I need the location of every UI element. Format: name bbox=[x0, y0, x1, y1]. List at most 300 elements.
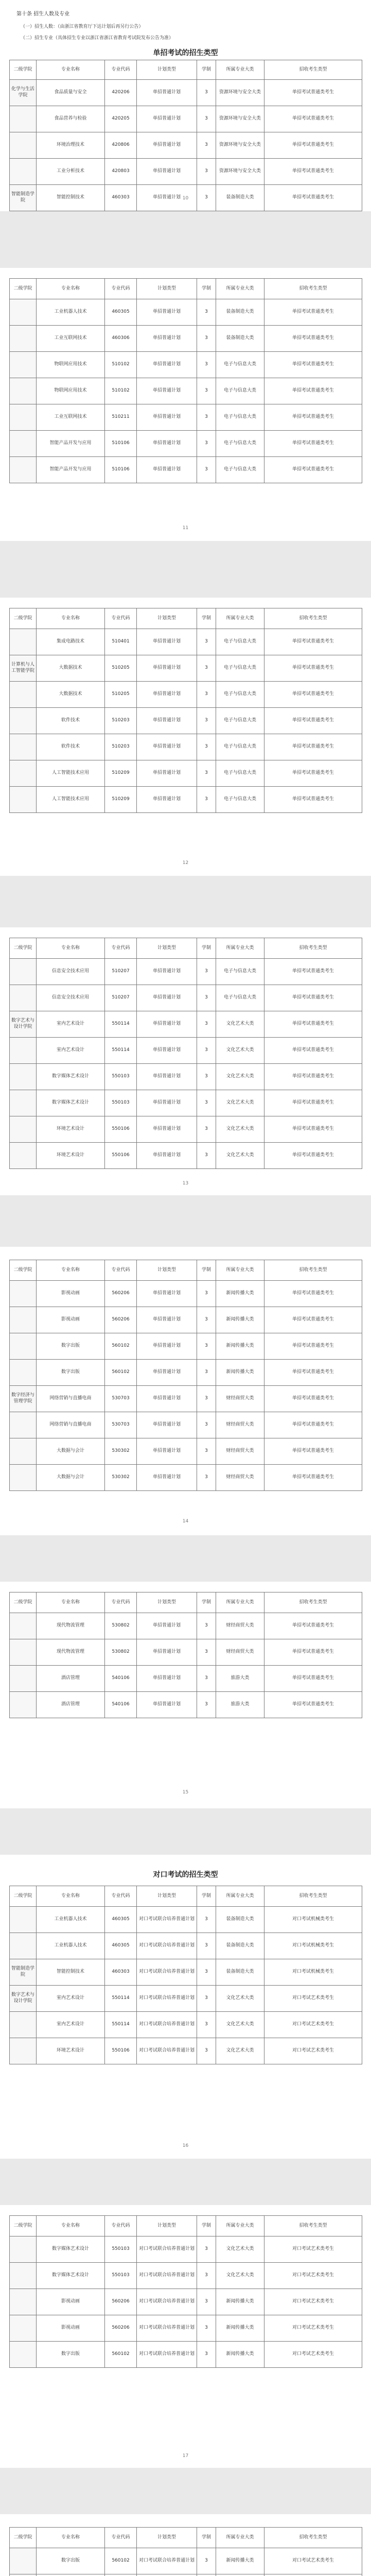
cell-college bbox=[10, 1412, 37, 1438]
cell-category: 装备制造大类 bbox=[216, 185, 264, 211]
header-years: 学制 bbox=[197, 279, 216, 299]
cell-plan: 单招普通计划 bbox=[137, 1438, 197, 1465]
table-row bbox=[10, 80, 362, 106]
cell-category: 旅游大类 bbox=[216, 1666, 264, 1692]
cell-code: 510401 bbox=[105, 629, 137, 655]
cell-college: 计算机与人工智能学院 bbox=[10, 655, 37, 682]
header-category: 所属专业大类 bbox=[216, 608, 264, 629]
cell-college bbox=[10, 2236, 37, 2263]
header-category: 所属专业大类 bbox=[216, 1260, 264, 1281]
cell-category: 电子与信息大类 bbox=[216, 629, 264, 655]
cell-years: 3 bbox=[197, 2289, 216, 2315]
cell-major: 室内艺术设计 bbox=[37, 1986, 105, 2012]
cell-major: 信息安全技术应用 bbox=[37, 959, 105, 985]
cell-code: 510106 bbox=[105, 457, 137, 483]
cell-exam: 单招考试普通类考生 bbox=[264, 1116, 362, 1143]
table-header-row bbox=[10, 2216, 362, 2236]
cell-major: 酒店管理 bbox=[37, 1666, 105, 1692]
cell-category: 文化艺术大类 bbox=[216, 1038, 264, 1064]
cell-college bbox=[10, 352, 37, 378]
table-row bbox=[10, 352, 362, 378]
header-exam: 招收考生类型 bbox=[264, 1886, 362, 1907]
header-college: 二级学院 bbox=[10, 279, 37, 299]
cell-code: 560206 bbox=[105, 1307, 137, 1333]
header-code: 专业代码 bbox=[105, 1260, 137, 1281]
header-years: 学制 bbox=[197, 2216, 216, 2236]
header-code: 专业代码 bbox=[105, 608, 137, 629]
cell-exam: 对口考试艺术类考生 bbox=[264, 2012, 362, 2038]
cell-college bbox=[10, 2289, 37, 2315]
table-row bbox=[10, 2263, 362, 2289]
cell-college bbox=[10, 1143, 37, 1169]
table-row bbox=[10, 1064, 362, 1090]
cell-major: 工业分析技术 bbox=[37, 159, 105, 185]
cell-exam: 单招考试普通类考生 bbox=[264, 760, 362, 787]
table-row bbox=[10, 708, 362, 734]
cell-code: 560102 bbox=[105, 2342, 137, 2368]
cell-category: 装备制造大类 bbox=[216, 1959, 264, 1986]
cell-college bbox=[10, 1360, 37, 1386]
enrollment-table-9 bbox=[9, 2527, 362, 2576]
header-plan: 计划类型 bbox=[137, 1592, 197, 1613]
cell-major: 现代物流管理 bbox=[37, 1613, 105, 1639]
cell-college bbox=[10, 1692, 37, 1718]
cell-category: 财经商贸大类 bbox=[216, 1412, 264, 1438]
cell-years: 3 bbox=[197, 2548, 216, 2574]
cell-category: 电子与信息大类 bbox=[216, 404, 264, 431]
cell-exam: 单招考试普通类考生 bbox=[264, 1011, 362, 1038]
cell-category: 电子与信息大类 bbox=[216, 457, 264, 483]
table-row bbox=[10, 2315, 362, 2342]
cell-major: 室内艺术设计 bbox=[37, 1038, 105, 1064]
table-row bbox=[10, 1986, 362, 2012]
cell-major: 智能产品开发与应用 bbox=[37, 457, 105, 483]
header-category: 所属专业大类 bbox=[216, 938, 264, 959]
cell-plan bbox=[137, 2574, 197, 2576]
cell-plan: 对口考试联合培养普通计划 bbox=[137, 2038, 197, 2064]
table-row bbox=[10, 2548, 362, 2574]
table-row bbox=[10, 2574, 362, 2576]
cell-category: 文化艺术大类 bbox=[216, 1064, 264, 1090]
cell-plan: 对口考试联合培养普通计划 bbox=[137, 1986, 197, 2012]
cell-category: 电子与信息大类 bbox=[216, 682, 264, 708]
cell-category: 电子与信息大类 bbox=[216, 787, 264, 813]
cell-years: 3 bbox=[197, 1933, 216, 1959]
header-code: 专业代码 bbox=[105, 2216, 137, 2236]
cell-exam: 单招考试普通类考生 bbox=[264, 431, 362, 457]
cell-exam: 单招考试普通类考生 bbox=[264, 1143, 362, 1169]
cell-plan: 单招普通计划 bbox=[137, 404, 197, 431]
cell-exam: 单招考试普通类考生 bbox=[264, 352, 362, 378]
cell-years: 3 bbox=[197, 1064, 216, 1090]
cell-college bbox=[10, 1064, 37, 1090]
cell-college bbox=[10, 326, 37, 352]
cell-years: 3 bbox=[197, 734, 216, 760]
cell-code: 510106 bbox=[105, 431, 137, 457]
cell-college bbox=[10, 787, 37, 813]
cell-major: 数字出版 bbox=[37, 1333, 105, 1360]
cell-college: 智能制造学院 bbox=[10, 1959, 37, 1986]
cell-exam: 单招考试普通类考生 bbox=[264, 734, 362, 760]
cell-code: 550106 bbox=[105, 1143, 137, 1169]
cell-code: 510203 bbox=[105, 708, 137, 734]
cell-major: 工业互联网技术 bbox=[37, 326, 105, 352]
table-row bbox=[10, 787, 362, 813]
enrollment-table-8 bbox=[9, 2215, 362, 2368]
cell-plan: 单招普通计划 bbox=[137, 1465, 197, 1491]
table-header-row bbox=[10, 1886, 362, 1907]
cell-years: 3 bbox=[197, 682, 216, 708]
cell-plan: 单招普通计划 bbox=[137, 734, 197, 760]
table-row bbox=[10, 185, 362, 211]
cell-plan: 单招普通计划 bbox=[137, 132, 197, 159]
cell-category: 新闻传播大类 bbox=[216, 2315, 264, 2342]
cell-category: 新闻传播大类 bbox=[216, 1307, 264, 1333]
cell-years: 3 bbox=[197, 1360, 216, 1386]
cell-code: 510205 bbox=[105, 655, 137, 682]
cell-major: 人工智能技术应用 bbox=[37, 760, 105, 787]
header-plan: 计划类型 bbox=[137, 1886, 197, 1907]
cell-college bbox=[10, 1116, 37, 1143]
cell-college bbox=[10, 2548, 37, 2574]
cell-code: 460305 bbox=[105, 1907, 137, 1933]
cell-code bbox=[105, 2574, 137, 2576]
header-exam: 招收考生类型 bbox=[264, 2528, 362, 2548]
table-row bbox=[10, 2038, 362, 2064]
header-major: 专业名称 bbox=[37, 1886, 105, 1907]
cell-major: 大数据与会计 bbox=[37, 1465, 105, 1491]
cell-code: 510209 bbox=[105, 787, 137, 813]
cell-major: 数字媒体艺术设计 bbox=[37, 1090, 105, 1116]
cell-major: 工业机器人技术 bbox=[37, 1907, 105, 1933]
cell-years: 3 bbox=[197, 404, 216, 431]
cell-plan: 单招普通计划 bbox=[137, 1692, 197, 1718]
cell-years: 3 bbox=[197, 2236, 216, 2263]
enrollment-table-2 bbox=[9, 278, 362, 483]
cell-college bbox=[10, 708, 37, 734]
cell-category: 财经商贸大类 bbox=[216, 1386, 264, 1412]
enrollment-table-4 bbox=[9, 938, 362, 1169]
cell-code: 420806 bbox=[105, 132, 137, 159]
cell-exam: 单招考试普通类考生 bbox=[264, 1038, 362, 1064]
header-plan: 计划类型 bbox=[137, 2216, 197, 2236]
cell-college bbox=[10, 760, 37, 787]
cell-years: 3 bbox=[197, 431, 216, 457]
cell-exam: 单招考试普通类考生 bbox=[264, 132, 362, 159]
cell-plan: 单招普通计划 bbox=[137, 1412, 197, 1438]
cell-years: 3 bbox=[197, 299, 216, 326]
cell-college bbox=[10, 2263, 37, 2289]
enrollment-table-1 bbox=[9, 60, 362, 211]
page-number: 11 bbox=[182, 526, 189, 531]
cell-code: 530802 bbox=[105, 1613, 137, 1639]
table-header-row bbox=[10, 60, 362, 80]
cell-major: 智能控制技术 bbox=[37, 185, 105, 211]
cell-category: 文化艺术大类 bbox=[216, 1090, 264, 1116]
page-number: 15 bbox=[182, 1790, 189, 1795]
cell-major: 影视动画 bbox=[37, 1307, 105, 1333]
header-major: 专业名称 bbox=[37, 60, 105, 80]
cell-years: 3 bbox=[197, 959, 216, 985]
table-row bbox=[10, 2012, 362, 2038]
cell-college bbox=[10, 1281, 37, 1307]
header-exam: 招收考生类型 bbox=[264, 60, 362, 80]
cell-exam: 单招考试普通类考生 bbox=[264, 106, 362, 132]
cell-plan: 对口考试联合培养普通计划 bbox=[137, 2236, 197, 2263]
header-code: 专业代码 bbox=[105, 1592, 137, 1613]
cell-code: 530302 bbox=[105, 1465, 137, 1491]
cell-exam bbox=[264, 2574, 362, 2576]
cell-category: 财经商贸大类 bbox=[216, 1438, 264, 1465]
cell-code: 420206 bbox=[105, 80, 137, 106]
cell-years: 3 bbox=[197, 2263, 216, 2289]
cell-category: 电子与信息大类 bbox=[216, 734, 264, 760]
cell-major: 集成电路技术 bbox=[37, 629, 105, 655]
cell-plan: 对口考试联合培养普通计划 bbox=[137, 2289, 197, 2315]
cell-plan: 对口考试联合培养普通计划 bbox=[137, 1907, 197, 1933]
cell-plan: 单招普通计划 bbox=[137, 1090, 197, 1116]
page-number: 12 bbox=[182, 860, 189, 866]
cell-code: 510207 bbox=[105, 959, 137, 985]
table-row bbox=[10, 132, 362, 159]
page-number: 14 bbox=[182, 1519, 189, 1524]
cell-code: 550106 bbox=[105, 1116, 137, 1143]
cell-exam: 单招考试普通类考生 bbox=[264, 185, 362, 211]
cell-plan: 单招普通计划 bbox=[137, 1143, 197, 1169]
cell-exam: 单招考试普通类考生 bbox=[264, 1666, 362, 1692]
cell-code: 550103 bbox=[105, 1064, 137, 1090]
enrollment-table-5 bbox=[9, 1260, 362, 1491]
cell-category: 文化艺术大类 bbox=[216, 1143, 264, 1169]
cell-exam: 对口考试艺术类考生 bbox=[264, 2289, 362, 2315]
header-plan: 计划类型 bbox=[137, 60, 197, 80]
table-row bbox=[10, 2342, 362, 2368]
cell-years: 3 bbox=[197, 80, 216, 106]
cell-code: 420803 bbox=[105, 159, 137, 185]
cell-major: 环境艺术设计 bbox=[37, 1143, 105, 1169]
cell-years: 3 bbox=[197, 1143, 216, 1169]
table-row bbox=[10, 959, 362, 985]
header-exam: 招收考生类型 bbox=[264, 938, 362, 959]
cell-college bbox=[10, 985, 37, 1011]
header-category: 所属专业大类 bbox=[216, 60, 264, 80]
header-college: 二级学院 bbox=[10, 938, 37, 959]
cell-major: 物联网应用技术 bbox=[37, 352, 105, 378]
table-row bbox=[10, 1959, 362, 1986]
cell-plan: 单招普通计划 bbox=[137, 1307, 197, 1333]
cell-major: 软件技术 bbox=[37, 734, 105, 760]
header-category: 所属专业大类 bbox=[216, 2528, 264, 2548]
header-college: 二级学院 bbox=[10, 2216, 37, 2236]
cell-major: 环境治理技术 bbox=[37, 132, 105, 159]
cell-plan: 单招普通计划 bbox=[137, 1666, 197, 1692]
cell-college bbox=[10, 1438, 37, 1465]
table-row bbox=[10, 378, 362, 404]
cell-code: 540106 bbox=[105, 1666, 137, 1692]
header-college: 二级学院 bbox=[10, 1592, 37, 1613]
cell-years: 3 bbox=[197, 378, 216, 404]
cell-years: 3 bbox=[197, 1986, 216, 2012]
header-years: 学制 bbox=[197, 938, 216, 959]
cell-college bbox=[10, 1038, 37, 1064]
page-number: 16 bbox=[182, 2143, 189, 2148]
cell-years: 3 bbox=[197, 655, 216, 682]
cell-exam: 对口考试艺术类考生 bbox=[264, 2236, 362, 2263]
table-row bbox=[10, 106, 362, 132]
header-college: 二级学院 bbox=[10, 60, 37, 80]
cell-exam: 单招考试普通类考生 bbox=[264, 682, 362, 708]
cell-code: 420205 bbox=[105, 106, 137, 132]
cell-plan: 单招普通计划 bbox=[137, 185, 197, 211]
cell-major: 食品营养与检验 bbox=[37, 106, 105, 132]
cell-category: 新闻传播大类 bbox=[216, 1360, 264, 1386]
table-row bbox=[10, 2236, 362, 2263]
table-row bbox=[10, 655, 362, 682]
cell-major: 工业互联网技术 bbox=[37, 404, 105, 431]
table-row bbox=[10, 1116, 362, 1143]
table-row bbox=[10, 1360, 362, 1386]
cell-years: 3 bbox=[197, 1959, 216, 1986]
header-major: 专业名称 bbox=[37, 608, 105, 629]
cell-code: 510102 bbox=[105, 352, 137, 378]
cell-exam: 对口考试艺术类考生 bbox=[264, 2315, 362, 2342]
cell-category: 资源环境与安全大类 bbox=[216, 80, 264, 106]
cell-code: 560206 bbox=[105, 2289, 137, 2315]
cell-college bbox=[10, 1613, 37, 1639]
table-row bbox=[10, 629, 362, 655]
cell-category: 文化艺术大类 bbox=[216, 2012, 264, 2038]
table-row bbox=[10, 1692, 362, 1718]
header-major: 专业名称 bbox=[37, 2528, 105, 2548]
cell-major: 酒店管理 bbox=[37, 1692, 105, 1718]
header-major: 专业名称 bbox=[37, 1260, 105, 1281]
header-code: 专业代码 bbox=[105, 279, 137, 299]
cell-college: 智能制造学院 bbox=[10, 185, 37, 211]
table-row bbox=[10, 1465, 362, 1491]
cell-exam: 单招考试普通类考生 bbox=[264, 1692, 362, 1718]
cell-years: 3 bbox=[197, 2012, 216, 2038]
cell-college bbox=[10, 1933, 37, 1959]
cell-plan: 单招普通计划 bbox=[137, 1064, 197, 1090]
cell-code: 560206 bbox=[105, 2315, 137, 2342]
cell-major: 影视动画 bbox=[37, 2289, 105, 2315]
table-row bbox=[10, 299, 362, 326]
cell-category: 财经商贸大类 bbox=[216, 1613, 264, 1639]
cell-years: 3 bbox=[197, 1281, 216, 1307]
cell-plan: 单招普通计划 bbox=[137, 106, 197, 132]
cell-years: 3 bbox=[197, 352, 216, 378]
cell-major: 信息安全技术应用 bbox=[37, 985, 105, 1011]
table-row bbox=[10, 1639, 362, 1666]
cell-years: 3 bbox=[197, 1438, 216, 1465]
cell-category: 电子与信息大类 bbox=[216, 708, 264, 734]
header-category: 所属专业大类 bbox=[216, 1592, 264, 1613]
header-plan: 计划类型 bbox=[137, 2528, 197, 2548]
table-row bbox=[10, 431, 362, 457]
header-college: 二级学院 bbox=[10, 2528, 37, 2548]
cell-code: 530703 bbox=[105, 1412, 137, 1438]
cell-major: 大数据技术 bbox=[37, 682, 105, 708]
cell-years: 3 bbox=[197, 1116, 216, 1143]
cell-college bbox=[10, 1090, 37, 1116]
cell-years: 3 bbox=[197, 1090, 216, 1116]
cell-years: 3 bbox=[197, 1038, 216, 1064]
cell-exam: 单招考试普通类考生 bbox=[264, 655, 362, 682]
header-major: 专业名称 bbox=[37, 279, 105, 299]
table-row bbox=[10, 1038, 362, 1064]
cell-category: 装备制造大类 bbox=[216, 326, 264, 352]
cell-college bbox=[10, 378, 37, 404]
cell-category: 文化艺术大类 bbox=[216, 2038, 264, 2064]
cell-plan: 单招普通计划 bbox=[137, 1281, 197, 1307]
cell-college bbox=[10, 299, 37, 326]
cell-plan: 对口考试联合培养普通计划 bbox=[137, 2012, 197, 2038]
cell-college: 数字艺术与设计学院 bbox=[10, 1011, 37, 1038]
cell-code: 510209 bbox=[105, 760, 137, 787]
cell-major: 数字出版 bbox=[37, 1360, 105, 1386]
cell-plan: 对口考试联合培养普通计划 bbox=[137, 2342, 197, 2368]
cell-plan: 单招普通计划 bbox=[137, 655, 197, 682]
cell-plan: 单招普通计划 bbox=[137, 1038, 197, 1064]
cell-code: 560102 bbox=[105, 2548, 137, 2574]
cell-code: 460303 bbox=[105, 1959, 137, 1986]
cell-plan: 单招普通计划 bbox=[137, 682, 197, 708]
cell-category: 新闻传播大类 bbox=[216, 1333, 264, 1360]
cell-college bbox=[10, 2012, 37, 2038]
cell-years: 3 bbox=[197, 1011, 216, 1038]
cell-plan: 单招普通计划 bbox=[137, 1116, 197, 1143]
cell-exam: 单招考试普通类考生 bbox=[264, 708, 362, 734]
cell-years: 3 bbox=[197, 457, 216, 483]
cell-exam: 对口考试艺术类考生 bbox=[264, 2038, 362, 2064]
cell-major: 大数据与会计 bbox=[37, 1438, 105, 1465]
cell-plan: 单招普通计划 bbox=[137, 159, 197, 185]
cell-exam: 单招考试普通类考生 bbox=[264, 1639, 362, 1666]
table-row bbox=[10, 734, 362, 760]
header-code: 专业代码 bbox=[105, 2528, 137, 2548]
cell-major: 大数据技术 bbox=[37, 655, 105, 682]
cell-code: 510205 bbox=[105, 682, 137, 708]
cell-years: 3 bbox=[197, 760, 216, 787]
cell-years: 3 bbox=[197, 326, 216, 352]
header-plan: 计划类型 bbox=[137, 279, 197, 299]
table-row bbox=[10, 1011, 362, 1038]
cell-major: 影视动画 bbox=[37, 1281, 105, 1307]
table-row bbox=[10, 1143, 362, 1169]
enrollment-number-note: （一）招生人数：（由浙江省教育厅下达计划后再另行公告） bbox=[21, 24, 144, 29]
cell-exam: 单招考试普通类考生 bbox=[264, 985, 362, 1011]
cell-code: 550114 bbox=[105, 1038, 137, 1064]
cell-exam: 单招考试普通类考生 bbox=[264, 1090, 362, 1116]
table-row bbox=[10, 2289, 362, 2315]
cell-major: 数字出版 bbox=[37, 2342, 105, 2368]
cell-category: 资源环境与安全大类 bbox=[216, 106, 264, 132]
table-row bbox=[10, 159, 362, 185]
cell-major: 数字媒体艺术设计 bbox=[37, 1064, 105, 1090]
cell-college: 化学与生活学院 bbox=[10, 80, 37, 106]
header-years: 学制 bbox=[197, 1886, 216, 1907]
cell-category: 装备制造大类 bbox=[216, 1933, 264, 1959]
cell-exam: 单招考试普通类考生 bbox=[264, 629, 362, 655]
cell-major: 工业机器人技术 bbox=[37, 299, 105, 326]
cell-code: 460306 bbox=[105, 326, 137, 352]
cell-exam: 对口考试艺术类考生 bbox=[264, 2342, 362, 2368]
cell-exam: 单招考试普通类考生 bbox=[264, 159, 362, 185]
chapter-heading: 第十条 招生人数及专业 bbox=[16, 11, 70, 17]
table-row bbox=[10, 457, 362, 483]
cell-plan: 单招普通计划 bbox=[137, 378, 197, 404]
table-row bbox=[10, 1090, 362, 1116]
